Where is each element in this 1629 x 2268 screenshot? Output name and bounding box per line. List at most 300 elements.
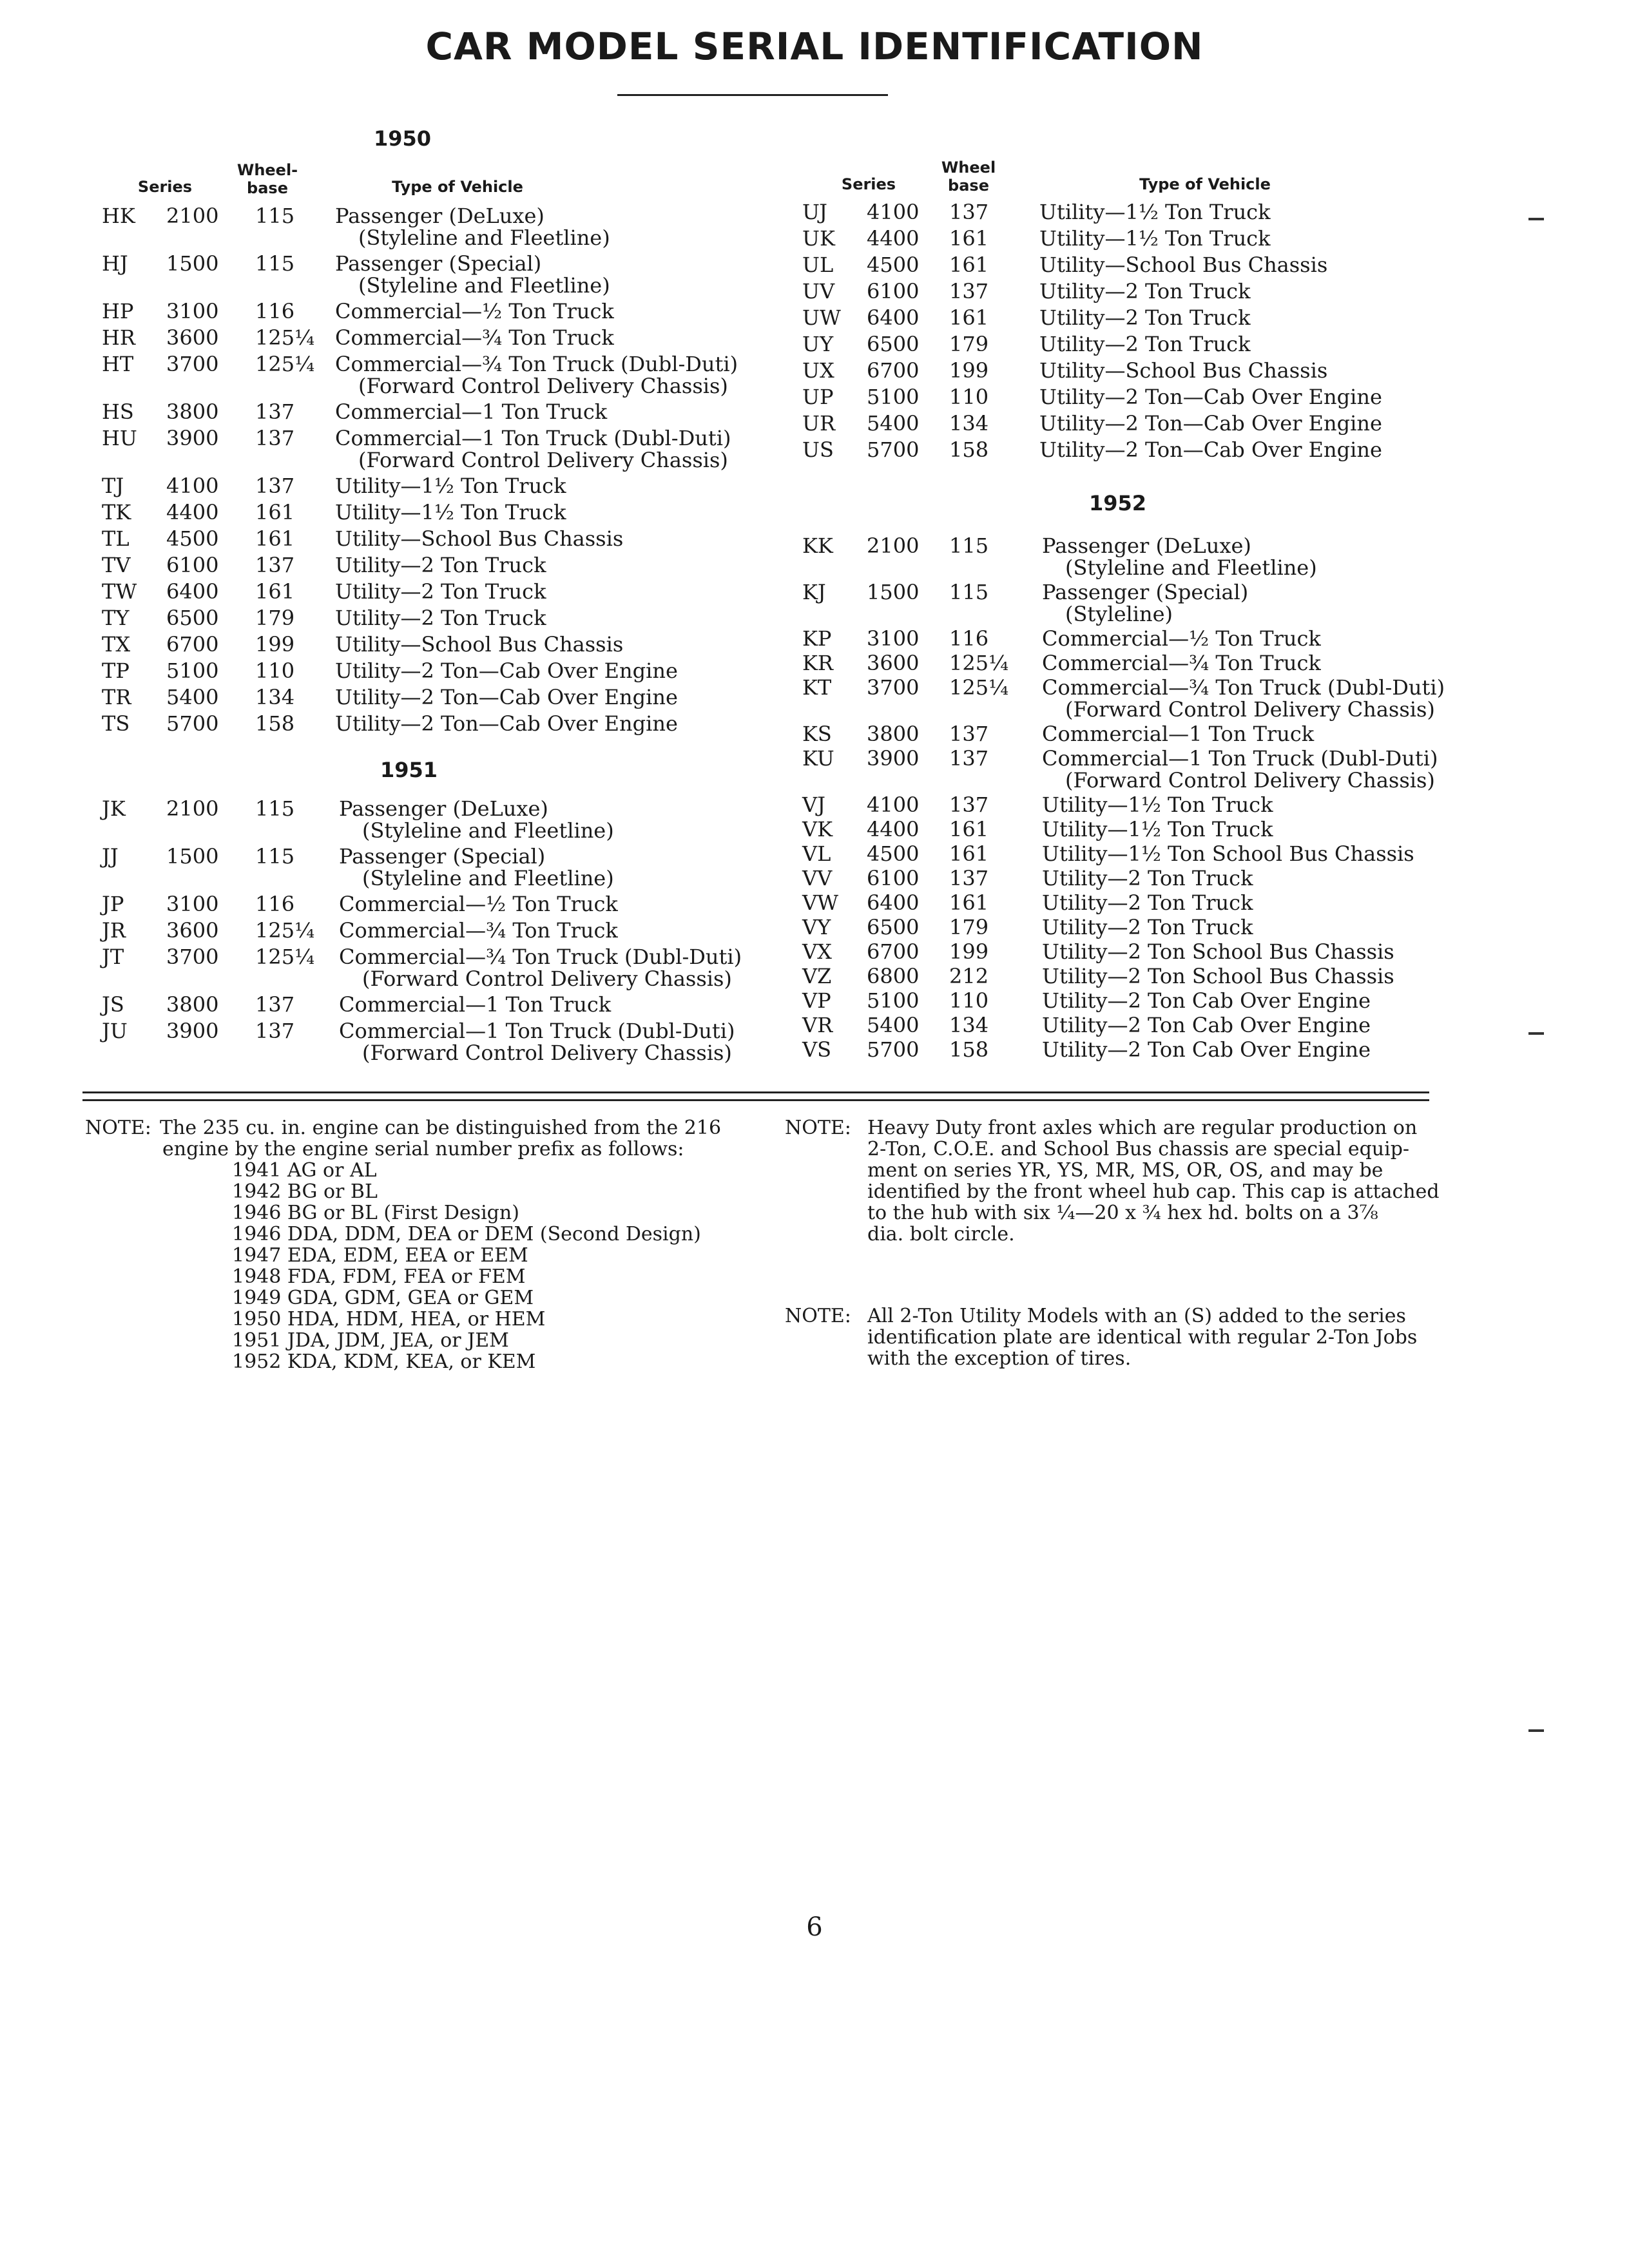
vehicle-type-line: Utility—2 Ton Cab Over Engine — [1042, 1037, 1371, 1062]
wheelbase-value: 161 — [949, 890, 989, 915]
series-number: 6700 — [867, 358, 920, 383]
vehicle-type-subline: (Styleline and Fleetline) — [362, 866, 614, 890]
note-line: to the hub with six ¼—20 x ¾ hex hd. bolts on a 3⅞ — [867, 1202, 1378, 1224]
series-number: 3600 — [166, 918, 219, 943]
series-number: 3900 — [166, 426, 219, 450]
series-number: 4400 — [867, 226, 920, 251]
model-code: VX — [802, 939, 832, 964]
wheelbase-value: 137 — [255, 553, 295, 577]
vehicle-type — [339, 1020, 735, 1064]
vehicle-type — [339, 893, 618, 915]
wheelbase-value: 199 — [255, 632, 295, 657]
vehicle-type — [335, 686, 678, 708]
vehicle-type — [1039, 412, 1382, 434]
vehicle-type-line: Utility—2 Ton Cab Over Engine — [1042, 988, 1371, 1013]
vehicle-type-line: Utility—2 Ton—Cab Over Engine — [1039, 385, 1382, 409]
vehicle-type-line: Utility—2 Ton Truck — [335, 606, 546, 630]
vehicle-type-line: Utility—2 Ton Truck — [1042, 890, 1253, 915]
vehicle-type-subline: (Forward Control Delivery Chassis) — [1065, 697, 1435, 722]
wheelbase-value: 125¼ — [949, 675, 1009, 700]
series-number: 3600 — [867, 651, 920, 675]
note-line: identified by the front wheel hub cap. This cap is attached — [867, 1180, 1440, 1203]
series-number: 1500 — [166, 844, 219, 869]
wheelbase-value: 115 — [949, 580, 989, 604]
vehicle-type — [1042, 990, 1371, 1012]
series-number: 5400 — [166, 685, 219, 709]
vehicle-type-subline: (Forward Control Delivery Chassis) — [362, 1041, 732, 1065]
vehicle-type — [335, 554, 546, 576]
model-code: UL — [802, 253, 834, 277]
vehicle-type — [1039, 280, 1250, 302]
model-code: HS — [102, 399, 134, 424]
model-code: KT — [802, 675, 832, 700]
wheelbase-value: 137 — [255, 992, 295, 1017]
engine-prefix-item: 1947 EDA, EDM, EEA or EEM — [232, 1244, 528, 1267]
vehicle-type — [1039, 439, 1382, 461]
vehicle-type-line: Utility—1½ Ton Truck — [335, 500, 566, 524]
wheelbase-value: 161 — [949, 226, 989, 251]
series-number: 6400 — [867, 305, 920, 330]
note-body — [867, 1117, 1440, 1245]
vehicle-type — [1042, 867, 1253, 889]
model-code: VP — [802, 988, 831, 1013]
model-code: TR — [102, 685, 131, 709]
model-code: UV — [802, 279, 835, 303]
model-code: JP — [102, 892, 124, 916]
model-code: VY — [802, 915, 831, 939]
wheelbase-value: 161 — [949, 817, 989, 841]
wheelbase-value: 125¼ — [255, 945, 315, 969]
header-wheelbase-right-line2: base — [948, 177, 989, 195]
model-code: TL — [102, 526, 130, 551]
model-code: JS — [102, 992, 124, 1017]
wheelbase-value: 137 — [255, 399, 295, 424]
wheelbase-value: 137 — [949, 279, 989, 303]
vehicle-type — [1039, 307, 1250, 329]
model-code: UX — [802, 358, 834, 383]
vehicle-type — [339, 946, 742, 990]
vehicle-type — [1042, 916, 1253, 938]
model-code: HJ — [102, 251, 128, 276]
vehicle-type — [339, 798, 614, 841]
vehicle-type — [1042, 794, 1273, 816]
vehicle-type-line: Commercial—½ Ton Truck — [339, 892, 618, 916]
vehicle-type-line: Utility—School Bus Chassis — [335, 632, 624, 657]
note-line: identification plate are identical with regular 2-Ton Jobs — [867, 1326, 1418, 1349]
vehicle-type-line: Utility—School Bus Chassis — [1039, 253, 1328, 277]
wheelbase-value: 116 — [255, 892, 295, 916]
model-code: VK — [802, 817, 833, 841]
model-code: VW — [802, 890, 838, 915]
note-line: engine by the engine serial number prefix as follows: — [162, 1138, 684, 1160]
wheelbase-value: 134 — [949, 411, 989, 436]
series-number: 5700 — [867, 1037, 920, 1062]
vehicle-type-line: Commercial—1 Ton Truck (Dubl-Duti) — [1042, 746, 1438, 771]
note-line: with the exception of tires. — [867, 1347, 1132, 1370]
wheelbase-value: 115 — [255, 844, 295, 869]
vehicle-type — [335, 475, 566, 497]
vehicle-type — [339, 994, 611, 1015]
vehicle-type-line: Commercial—1 Ton Truck — [339, 992, 612, 1017]
note-line: ment on series YR, YS, MR, MS, OR, OS, and may be — [867, 1159, 1383, 1182]
series-number: 4500 — [166, 526, 219, 551]
note-line: The 235 cu. in. engine can be distinguished from the 216 — [160, 1117, 722, 1139]
vehicle-type-line: Passenger (Special) — [339, 844, 546, 869]
note-label: NOTE: — [785, 1117, 851, 1139]
vehicle-type — [1039, 333, 1250, 355]
vehicle-type-line: Utility—2 Ton Truck — [1042, 866, 1253, 890]
series-number: 6700 — [867, 939, 920, 964]
vehicle-type — [335, 528, 623, 550]
series-number: 6100 — [867, 866, 920, 890]
model-code: UW — [802, 305, 841, 330]
vehicle-type-subline: (Forward Control Delivery Chassis) — [362, 966, 732, 991]
wheelbase-value: 116 — [255, 299, 295, 323]
model-code: JK — [102, 796, 126, 821]
scan-mark — [1528, 218, 1544, 220]
vehicle-type — [1039, 201, 1270, 223]
vehicle-type-line: Utility—2 Ton Truck — [1039, 305, 1251, 330]
header-wheelbase-left — [232, 161, 303, 197]
wheelbase-value: 134 — [255, 685, 295, 709]
series-number: 6500 — [867, 332, 920, 356]
series-number: 3100 — [166, 892, 219, 916]
vehicle-type — [335, 660, 678, 682]
year-heading-1950: 1950 — [374, 126, 432, 151]
note-line: All 2-Ton Utility Models with an (S) added to the series — [867, 1305, 1406, 1327]
vehicle-type-subline: (Styleline and Fleetline) — [1065, 555, 1317, 580]
model-code: KJ — [802, 580, 826, 604]
divider-upper — [82, 1091, 1429, 1093]
series-number: 1500 — [867, 580, 920, 604]
vehicle-type-line: Utility—2 Ton—Cab Over Engine — [335, 658, 678, 683]
header-wheelbase-left-line2: base — [247, 179, 288, 197]
wheelbase-value: 110 — [949, 988, 989, 1013]
vehicle-type-subline: (Styleline and Fleetline) — [358, 273, 610, 298]
wheelbase-value: 179 — [255, 606, 295, 630]
vehicle-type — [335, 633, 623, 655]
series-number: 2100 — [867, 533, 920, 558]
scan-mark — [1528, 1729, 1544, 1732]
vehicle-type-line: Commercial—¾ Ton Truck — [1042, 651, 1321, 675]
vehicle-type-subline: (Styleline and Fleetline) — [358, 226, 610, 250]
model-code: UP — [802, 385, 834, 409]
vehicle-type — [1042, 535, 1317, 579]
vehicle-type — [1042, 892, 1253, 914]
series-number: 4100 — [166, 474, 219, 498]
series-number: 5400 — [867, 411, 920, 436]
wheelbase-value: 158 — [949, 437, 989, 462]
vehicle-type — [1042, 1039, 1371, 1061]
series-number: 6500 — [166, 606, 219, 630]
vehicle-type — [335, 205, 610, 249]
wheelbase-value: 137 — [949, 200, 989, 224]
series-number: 4500 — [867, 253, 920, 277]
vehicle-type — [1042, 818, 1273, 840]
model-code: HU — [102, 426, 137, 450]
vehicle-type-line: Utility—1½ Ton Truck — [1042, 793, 1273, 817]
wheelbase-value: 125¼ — [255, 325, 315, 350]
model-code: VJ — [802, 793, 825, 817]
model-code: TW — [102, 579, 137, 604]
model-code: TP — [102, 658, 130, 683]
vehicle-type-line: Utility—2 Ton Truck — [335, 553, 546, 577]
model-code: UR — [802, 411, 836, 436]
year-heading-1951: 1951 — [380, 758, 438, 782]
model-code: TJ — [102, 474, 124, 498]
divider-lower — [82, 1099, 1429, 1101]
wheelbase-value: 158 — [949, 1037, 989, 1062]
series-number: 2100 — [166, 204, 219, 228]
vehicle-type — [1039, 254, 1327, 276]
page-number: 6 — [806, 1912, 823, 1942]
model-code: KU — [802, 746, 834, 771]
model-code: VL — [802, 841, 831, 866]
vehicle-type-line: Commercial—1 Ton Truck — [1042, 722, 1315, 746]
vehicle-type — [335, 353, 738, 397]
vehicle-type — [335, 501, 566, 523]
model-code: HK — [102, 204, 135, 228]
vehicle-type — [1042, 941, 1394, 963]
model-code: UY — [802, 332, 834, 356]
wheelbase-value: 110 — [949, 385, 989, 409]
vehicle-type-line: Utility—2 Ton Truck — [335, 579, 546, 604]
note-line: Heavy Duty front axles which are regular production on — [867, 1117, 1418, 1139]
vehicle-type — [1042, 581, 1248, 625]
wheelbase-value: 115 — [255, 204, 295, 228]
engine-prefix-item: 1949 GDA, GDM, GEA or GEM — [232, 1287, 534, 1309]
wheelbase-value: 199 — [949, 939, 989, 964]
wheelbase-value: 137 — [255, 426, 295, 450]
vehicle-type-subline: (Styleline) — [1065, 602, 1173, 626]
model-code: JT — [102, 945, 124, 969]
model-code: JU — [102, 1019, 128, 1043]
series-number: 5100 — [867, 988, 920, 1013]
series-number: 4400 — [166, 500, 219, 524]
engine-prefix-item: 1942 BG or BL — [232, 1180, 378, 1203]
vehicle-type-line: Commercial—½ Ton Truck — [1042, 626, 1321, 651]
model-code: TX — [102, 632, 131, 657]
vehicle-type-line: Utility—2 Ton Truck — [1039, 332, 1251, 356]
model-code: TS — [102, 711, 130, 736]
header-type-right: Type of Vehicle — [1139, 175, 1271, 193]
vehicle-type — [335, 300, 614, 322]
vehicle-type — [1042, 965, 1394, 987]
vehicle-type — [335, 427, 731, 471]
vehicle-type-line: Commercial—¾ Ton Truck — [335, 325, 614, 350]
vehicle-type-subline: (Styleline and Fleetline) — [362, 818, 614, 843]
header-type-left: Type of Vehicle — [392, 178, 523, 196]
series-number: 2100 — [166, 796, 219, 821]
vehicle-type — [1042, 677, 1445, 720]
vehicle-type-line: Commercial—¾ Ton Truck (Dubl-Duti) — [339, 945, 742, 969]
vehicle-type — [335, 607, 546, 629]
model-code: JJ — [102, 844, 119, 869]
wheelbase-value: 110 — [255, 658, 295, 683]
vehicle-type-line: Utility—1½ Ton Truck — [1042, 817, 1273, 841]
wheelbase-value: 179 — [949, 915, 989, 939]
wheelbase-value: 137 — [949, 722, 989, 746]
wheelbase-value: 134 — [949, 1013, 989, 1037]
series-number: 5100 — [867, 385, 920, 409]
model-code: UJ — [802, 200, 827, 224]
model-code: KS — [802, 722, 832, 746]
vehicle-type-line: Utility—1½ Ton School Bus Chassis — [1042, 841, 1414, 866]
vehicle-type-line: Passenger (Special) — [335, 251, 542, 276]
vehicle-type — [1039, 386, 1382, 408]
engine-prefix-item: 1952 KDA, KDM, KEA, or KEM — [232, 1350, 536, 1373]
series-number: 1500 — [166, 251, 219, 276]
vehicle-type — [1039, 227, 1270, 249]
vehicle-type-line: Utility—2 Ton Truck — [1042, 915, 1253, 939]
note-line: 2-Ton, C.O.E. and School Bus chassis are special equip- — [867, 1138, 1410, 1160]
wheelbase-value: 137 — [949, 793, 989, 817]
vehicle-type-line: Commercial—1 Ton Truck (Dubl-Duti) — [335, 426, 731, 450]
note-label: NOTE: — [785, 1305, 851, 1327]
vehicle-type-line: Utility—School Bus Chassis — [335, 526, 624, 551]
series-number: 5100 — [166, 658, 219, 683]
vehicle-type-line: Utility—School Bus Chassis — [1039, 358, 1328, 383]
series-number: 6400 — [166, 579, 219, 604]
header-wheelbase-right-line1: Wheel — [941, 159, 996, 177]
scan-mark — [1528, 1032, 1544, 1035]
series-number: 4100 — [867, 200, 920, 224]
engine-prefix-item: 1951 JDA, JDM, JEA, or JEM — [232, 1329, 509, 1352]
series-number: 6700 — [166, 632, 219, 657]
series-number: 3800 — [166, 399, 219, 424]
model-code: US — [802, 437, 834, 462]
vehicle-type-line: Utility—2 Ton School Bus Chassis — [1042, 964, 1394, 988]
wheelbase-value: 161 — [949, 305, 989, 330]
vehicle-type — [335, 401, 607, 423]
series-number: 5700 — [867, 437, 920, 462]
model-code: HP — [102, 299, 134, 323]
note-body — [160, 1117, 721, 1372]
engine-prefix-item: 1946 BG or BL (First Design) — [232, 1202, 519, 1224]
series-number: 3600 — [166, 325, 219, 350]
wheelbase-value: 212 — [949, 964, 989, 988]
series-number: 3800 — [867, 722, 920, 746]
series-number: 6100 — [166, 553, 219, 577]
note-label: NOTE: — [85, 1117, 151, 1139]
vehicle-type-line: Commercial—¾ Ton Truck — [339, 918, 618, 943]
model-code: HR — [102, 325, 135, 350]
vehicle-type — [1042, 652, 1321, 674]
vehicle-type — [1039, 360, 1327, 381]
series-number: 3700 — [867, 675, 920, 700]
model-code: UK — [802, 226, 835, 251]
vehicle-type — [335, 253, 610, 296]
model-code: VV — [802, 866, 833, 890]
wheelbase-value: 137 — [949, 866, 989, 890]
series-number: 3700 — [166, 945, 219, 969]
wheelbase-value: 158 — [255, 711, 295, 736]
model-code: VS — [802, 1037, 832, 1062]
vehicle-type-line: Utility—2 Ton—Cab Over Engine — [335, 685, 678, 709]
series-number: 3900 — [166, 1019, 219, 1043]
wheelbase-value: 161 — [255, 579, 295, 604]
vehicle-type-line: Utility—2 Ton—Cab Over Engine — [335, 711, 678, 736]
vehicle-type-subline: (Forward Control Delivery Chassis) — [1065, 768, 1435, 793]
model-code: KP — [802, 626, 832, 651]
series-number: 5700 — [166, 711, 219, 736]
header-series-right: Series — [841, 175, 896, 193]
wheelbase-value: 199 — [949, 358, 989, 383]
model-code: TY — [102, 606, 130, 630]
vehicle-type-line: Commercial—½ Ton Truck — [335, 299, 614, 323]
wheelbase-value: 179 — [949, 332, 989, 356]
vehicle-type-subline: (Forward Control Delivery Chassis) — [358, 448, 728, 472]
header-wheelbase-left-line1: Wheel- — [236, 161, 298, 179]
vehicle-type — [335, 327, 614, 349]
model-code: KR — [802, 651, 833, 675]
vehicle-type — [335, 713, 678, 735]
wheelbase-value: 125¼ — [255, 352, 315, 376]
page-title: CAR MODEL SERIAL IDENTIFICATION — [425, 24, 1204, 68]
vehicle-type — [339, 919, 618, 941]
series-number: 6400 — [867, 890, 920, 915]
vehicle-type-line: Utility—1½ Ton Truck — [335, 474, 566, 498]
title-underline — [617, 94, 888, 96]
series-number: 6500 — [867, 915, 920, 939]
vehicle-type-line: Passenger (DeLuxe) — [335, 204, 545, 228]
model-code: JR — [102, 918, 126, 943]
year-heading-1952: 1952 — [1089, 491, 1147, 515]
vehicle-type — [335, 581, 546, 602]
note-body — [867, 1305, 1417, 1369]
series-number: 3700 — [166, 352, 219, 376]
series-number: 3800 — [166, 992, 219, 1017]
vehicle-type-line: Utility—2 Ton—Cab Over Engine — [1039, 411, 1382, 436]
vehicle-type-line: Commercial—1 Ton Truck (Dubl-Duti) — [339, 1019, 735, 1043]
series-number: 6800 — [867, 964, 920, 988]
series-number: 3100 — [166, 299, 219, 323]
wheelbase-value: 125¼ — [255, 918, 315, 943]
wheelbase-value: 161 — [255, 526, 295, 551]
vehicle-type-subline: (Forward Control Delivery Chassis) — [358, 374, 728, 398]
model-code: TK — [102, 500, 131, 524]
vehicle-type — [1042, 747, 1438, 791]
vehicle-type-line: Passenger (DeLuxe) — [339, 796, 548, 821]
model-code: VZ — [802, 964, 832, 988]
wheelbase-value: 125¼ — [949, 651, 1009, 675]
series-number: 6100 — [867, 279, 920, 303]
vehicle-type-line: Commercial—1 Ton Truck — [335, 399, 608, 424]
wheelbase-value: 115 — [949, 533, 989, 558]
model-code: TV — [102, 553, 131, 577]
wheelbase-value: 161 — [949, 253, 989, 277]
vehicle-type-line: Utility—2 Ton Truck — [1039, 279, 1251, 303]
wheelbase-value: 115 — [255, 796, 295, 821]
wheelbase-value: 161 — [255, 500, 295, 524]
wheelbase-value: 161 — [949, 841, 989, 866]
series-number: 3100 — [867, 626, 920, 651]
series-number: 4500 — [867, 841, 920, 866]
engine-prefix-item: 1950 HDA, HDM, HEA, or HEM — [232, 1308, 546, 1331]
vehicle-type-line: Utility—1½ Ton Truck — [1039, 226, 1271, 251]
vehicle-type — [1042, 628, 1321, 649]
vehicle-type — [1042, 843, 1414, 865]
wheelbase-value: 115 — [255, 251, 295, 276]
vehicle-type-line: Utility—2 Ton Cab Over Engine — [1042, 1013, 1371, 1037]
vehicle-type — [1042, 723, 1314, 745]
series-number: 4100 — [867, 793, 920, 817]
engine-prefix-item: 1948 FDA, FDM, FEA or FEM — [232, 1265, 526, 1288]
wheelbase-value: 137 — [255, 474, 295, 498]
vehicle-type-line: Utility—1½ Ton Truck — [1039, 200, 1271, 224]
vehicle-type-line: Utility—2 Ton School Bus Chassis — [1042, 939, 1394, 964]
model-code: HT — [102, 352, 134, 376]
